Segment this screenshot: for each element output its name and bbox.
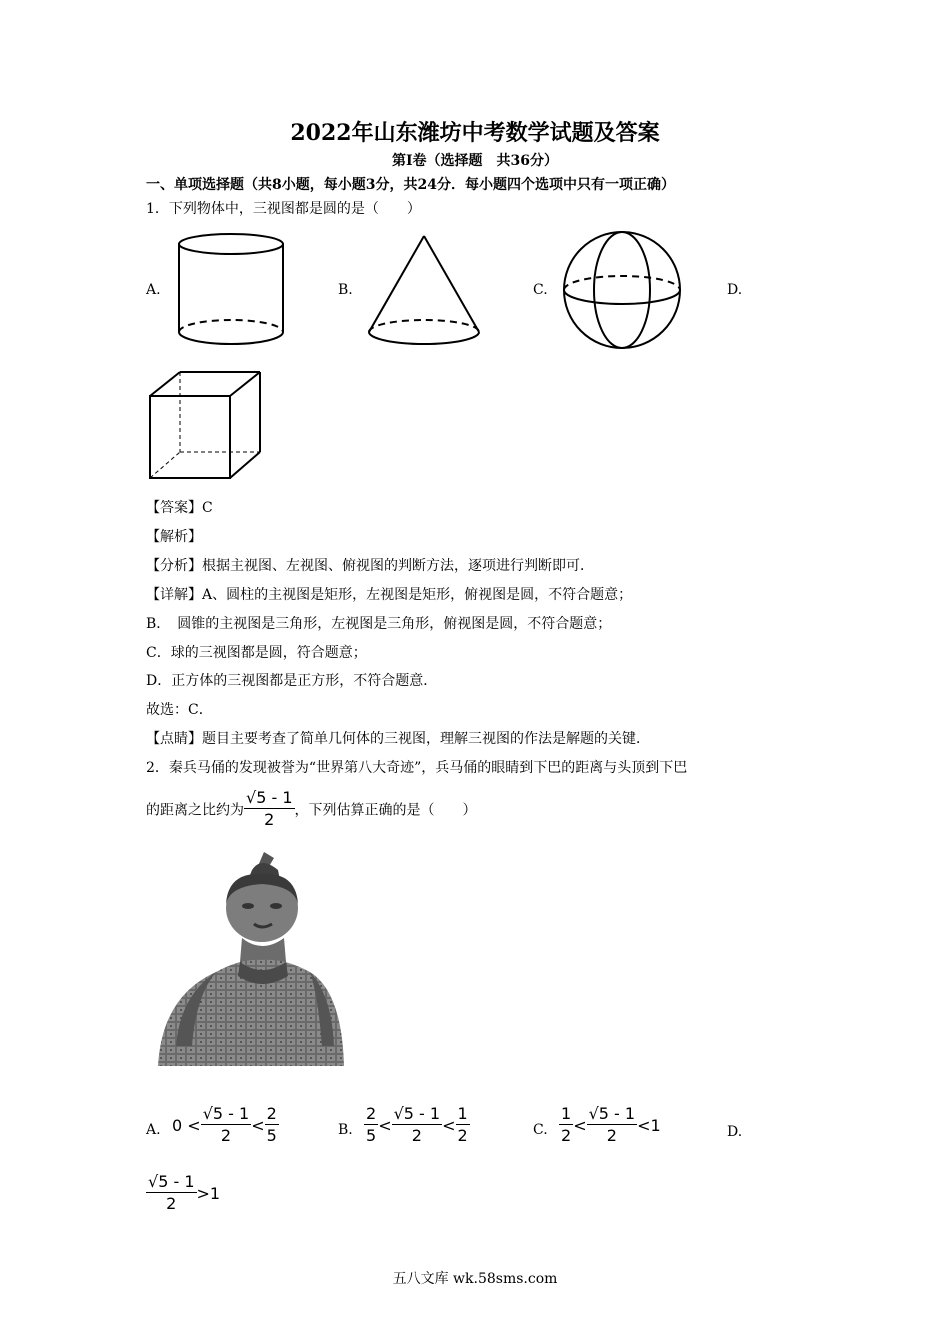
q1-analysis-header: 【解析】: [146, 529, 202, 545]
cylinder-figure: [176, 232, 286, 348]
q2-d-right: 1: [209, 1184, 221, 1203]
q2-b-mid-num: √5 - 1: [393, 1104, 441, 1123]
q2-b-lt2: <: [442, 1116, 456, 1135]
q2-a-mid-den: 2: [220, 1126, 232, 1145]
q2-b-right-num: 1: [457, 1104, 468, 1123]
q1-option-d-label: D.: [727, 282, 743, 298]
section-heading: 一、单项选择题（共8小题，每小题3分，共24分．每小题四个选项中只有一项正确）: [146, 177, 675, 193]
q1-fenxi: 【分析】根据主视图、左视图、俯视图的判断方法，逐项进行判断即可．: [146, 558, 594, 574]
q2-ratio-numerator: √5 - 1: [246, 788, 293, 807]
q1-dianjing: 【点睛】题目主要考查了简单几何体的三视图，理解三视图的作法是解题的关键．: [146, 731, 650, 747]
q2-ratio-fraction: [244, 788, 295, 831]
q2-b-right-fraction: [456, 1104, 470, 1147]
q2-option-b-label: B.: [338, 1122, 353, 1138]
q2-c-mid-fraction: [587, 1104, 638, 1147]
q1-option-a-label: A.: [146, 282, 161, 298]
q1-line-b: B． 圆锥的主视图是三角形，左视图是三角形，俯视图是圆，不符合题意；: [146, 616, 612, 632]
q2-a-lt1: <: [187, 1116, 201, 1135]
q2-a-mid-fraction: [201, 1104, 252, 1147]
q2-b-left-den: 5: [366, 1126, 377, 1145]
q2-c-left-den: 2: [561, 1126, 572, 1145]
q2-d-num: √5 - 1: [148, 1172, 195, 1191]
footer-watermark: 五八文库 wk.58sms.com: [392, 1271, 558, 1287]
q2-a-right-num: 2: [266, 1104, 277, 1123]
q2-a-right-den: 5: [266, 1126, 277, 1145]
cone-figure: [366, 234, 482, 348]
q2-b-lt1: <: [378, 1116, 392, 1135]
q1-answer: 【答案】C: [146, 500, 213, 516]
q2-b-mid-den: 2: [411, 1126, 422, 1145]
q1-line-d: D．正方体的三视图都是正方形，不符合题意．: [146, 673, 438, 689]
section-subtitle: 第Ⅰ卷（选择题 共36分）: [391, 153, 559, 169]
q1-option-b-label: B.: [338, 282, 353, 298]
q2-stem-line1: 2．秦兵马俑的发现被誉为“世界第八大奇迹”，兵马俑的眼睛到下巴的距离与头顶到下巴: [146, 760, 688, 776]
q2-b-right-den: 2: [457, 1126, 468, 1145]
q2-a-left: 0: [172, 1116, 183, 1135]
q2-d-gt: >: [196, 1184, 210, 1203]
q2-c-mid-den: 2: [606, 1126, 617, 1145]
q2-b-mid-fraction: [392, 1104, 443, 1147]
q2-option-c-expr: [559, 1104, 661, 1147]
q1-option-c-label: C.: [533, 282, 548, 298]
q2-ratio-denominator: 2: [264, 810, 275, 829]
q1-stem: 1．下列物体中，三视图都是圆的是（ ）: [146, 201, 421, 217]
q2-b-left-fraction: [364, 1104, 378, 1147]
q2-stem-suffix: ，下列估算正确的是（ ）: [294, 802, 477, 819]
q2-a-lt2: <: [251, 1116, 265, 1135]
q2-d-fraction: [146, 1172, 197, 1215]
q2-option-c-label: C.: [533, 1122, 548, 1138]
cube-figure: [148, 370, 264, 482]
q2-c-left-fraction: [559, 1104, 573, 1147]
q2-option-a: [146, 1104, 346, 1156]
q2-c-mid-num: √5 - 1: [588, 1104, 636, 1123]
q2-option-d-expr: [146, 1172, 220, 1224]
q2-c-lt1: <: [573, 1116, 587, 1135]
q1-line-c: C．球的三视图都是圆，符合题意；: [146, 645, 367, 661]
q2-option-d-label: D.: [727, 1124, 743, 1140]
q2-a-right-fraction: [265, 1104, 279, 1147]
q1-choose: 故选：C．: [146, 702, 213, 718]
q2-option-a-label: A.: [146, 1122, 161, 1138]
q2-option-a-expr: [172, 1104, 279, 1147]
q2-stem-prefix: 的距离之比约为: [146, 802, 244, 819]
page-title: 2022年山东潍坊中考数学试题及答案: [290, 120, 660, 146]
sphere-figure: [561, 230, 683, 350]
q2-option-b: [338, 1104, 528, 1156]
q2-c-left-num: 1: [561, 1104, 572, 1123]
terracotta-warrior-image: [156, 846, 346, 1066]
q2-d-den: 2: [166, 1194, 177, 1213]
q2-c-lt2: <: [637, 1116, 651, 1135]
q2-a-mid-num: √5 - 1: [202, 1104, 250, 1123]
q2-b-left-num: 2: [366, 1104, 377, 1123]
q2-c-right: 1: [650, 1116, 661, 1135]
q2-option-b-expr: [364, 1104, 470, 1147]
q2-option-c: [533, 1104, 723, 1156]
q1-xiangjie: 【详解】A、圆柱的主视图是矩形，左视图是矩形，俯视图是圆，不符合题意；: [146, 587, 633, 603]
q2-stem-line2: [146, 788, 477, 831]
